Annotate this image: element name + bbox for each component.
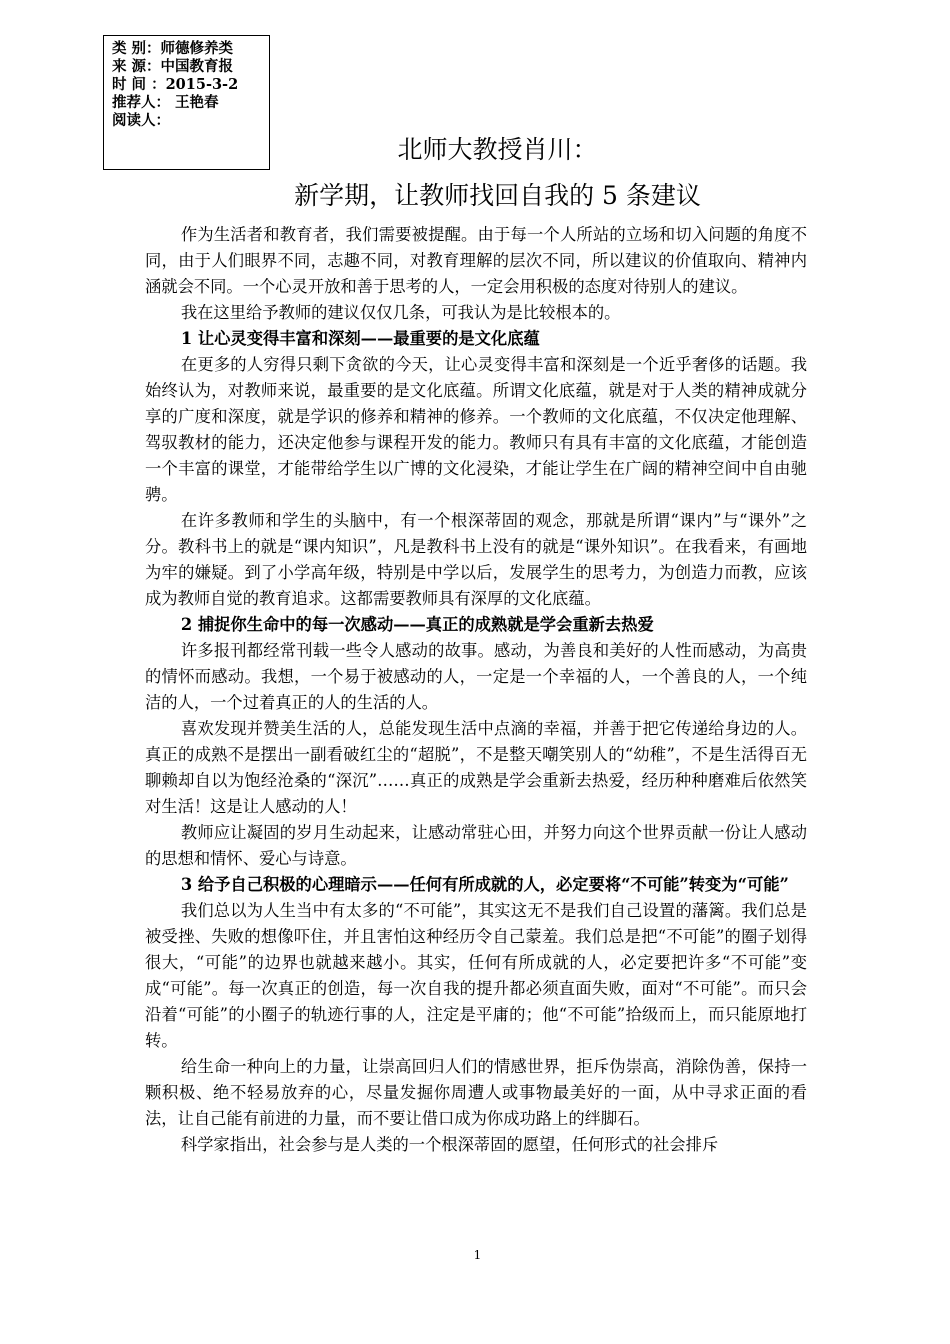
paragraph: 我们总以为人生当中有太多的“不可能”，其实这无不是我们自己设置的藩篱。我们总是被受挫、失败的想像吓住，并且害怕这种经历令自己蒙羞。我们总是把“不可能”的圈子划得很大，“可能”的边界也就越来越小。其实，任何有所成就的人，必定要把许多“不可能”变成“可能”。每一次真正的创造，每一次自我的提升都必须直面失败，面对“不可能”。而只会沿着“可能”的小圈子的轨迹行事的人，注定是平庸的；他“不可能”拾级而上，而只能原地打转。 <box>145 901 807 1050</box>
paragraph: 喜欢发现并赞美生活的人，总能发现生活中点滴的幸福，并善于把它传递给身边的人。真正的成熟不是摆出一副看破红尘的“超脱”，不是整天嘲笑别人的“幼稚”，不是生活得百无聊赖却自以为饱经沧桑的“深沉”……真正的成熟是学会重新去热爱，经历种种磨难后依然笑对生活！这是让人感动的人！ <box>145 719 807 816</box>
article-body <box>145 222 807 1158</box>
paragraph-preface: 我在这里给予教师的建议仅仅几条，可我认为是比较根本的。 <box>180 303 621 322</box>
paragraph: 给生命一种向上的力量，让崇高回归人们的情感世界，拒斥伪崇高，消除伪善，保持一颗积极、绝不轻易放弃的心，尽量发掘你周遭人或事物最美好的一面，从中寻求正面的看法，让自己能有前进的力量，而不要让借口成为你成功路上的绊脚石。 <box>145 1057 807 1128</box>
paragraph: 许多报刊都经常刊载一些令人感动的故事。感动，为善良和美好的人性而感动，为高贵的情怀而感动。我想，一个易于被感动的人，一定是一个幸福的人，一个善良的人，一个纯洁的人，一个过着真正的人的生活的人。 <box>145 641 807 712</box>
category-line: 类 别：师德修养类 <box>112 40 234 57</box>
paragraph: 在许多教师和学生的头脑中，有一个根深蒂固的观念，那就是所谓“课内”与“课外”之分。教科书上的就是“课内知识”，凡是教科书上没有的就是“课外知识”。在我看来，有画地为牢的嫌疑。到了小学高年级，特别是中学以后，发展学生的思考力，为创造力而教，应该成为教师自觉的教育追求。这都需要教师具有深厚的文化底蕴。 <box>145 511 807 608</box>
source-line: 来 源：中国教育报 <box>112 58 234 75</box>
reader-line: 阅读人： <box>112 112 170 129</box>
paragraph-intro: 作为生活者和教育者，我们需要被提醒。由于每一个人所站的立场和切入问题的角度不同，由于人们眼界不同，志趣不同，对教育理解的层次不同，所以建议的价值取向、精神内涵就会不同。一个心灵开放和善于思考的人，一定会用积极的态度对待别人的建议。 <box>145 225 807 296</box>
section-heading-1: 1 让心灵变得丰富和深刻——最重要的是文化底蕴 <box>180 329 540 348</box>
title-line-2: 新学期，让教师找回自我的 5 条建议 <box>294 181 701 210</box>
paragraph: 在更多的人穷得只剩下贪欲的今天，让心灵变得丰富和深刻是一个近乎奢侈的话题。我始终认为，对教师来说，最重要的是文化底蕴。所谓文化底蕴，就是对于人类的精神成就分享的广度和深度，就是学识的修养和精神的修养。一个教师的文化底蕴，不仅决定他理解、驾驭教材的能力，还决定他参与课程开发的能力。教师只有具有丰富的文化底蕴，才能创造一个丰富的课堂，才能带给学生以广博的文化浸染，才能让学生在广阔的精神空间中自由驰骋。 <box>145 355 807 504</box>
paragraph: 科学家指出，社会参与是人类的一个根深蒂固的愿望，任何形式的社会排斥 <box>180 1135 719 1154</box>
title-line-1: 北师大教授肖川： <box>397 135 598 164</box>
section-heading-3: 3 给予自己积极的心理暗示——任何有所成就的人，必定要将“不可能”转变为“可能” <box>180 875 789 894</box>
page-number: 1 <box>473 1248 482 1262</box>
paragraph: 教师应让凝固的岁月生动起来，让感动常驻心田，并努力向这个世界贡献一份让人感动的思想和情怀、爱心与诗意。 <box>145 823 807 868</box>
section-heading-2: 2 捕捉你生命中的每一次感动——真正的成熟就是学会重新去热爱 <box>180 615 654 634</box>
recommender-line: 推荐人： 王艳春 <box>112 94 219 111</box>
time-line: 时 间 ：2015-3-2 <box>112 76 239 93</box>
